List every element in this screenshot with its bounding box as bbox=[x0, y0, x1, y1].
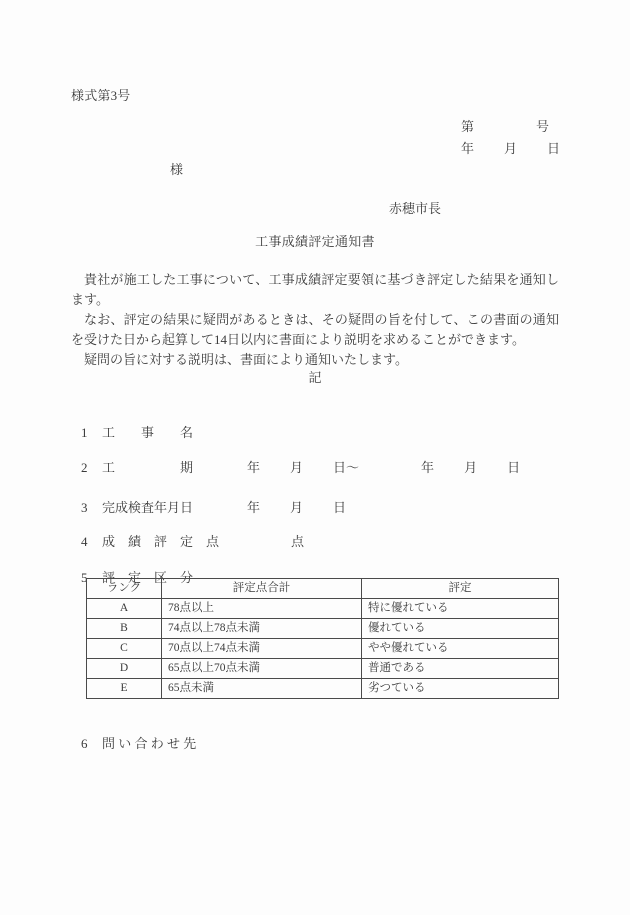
body-paragraph-3: 疑問の旨に対する説明は、書面により通知いたします。 bbox=[84, 352, 408, 367]
header-rank: ランク bbox=[87, 579, 162, 599]
table-row bbox=[87, 679, 559, 699]
document-date-month: 月 bbox=[504, 141, 518, 156]
document-date-line bbox=[448, 122, 560, 173]
item-3-month: 月 bbox=[290, 500, 304, 515]
cell-score: 78点以上 bbox=[162, 599, 362, 619]
document-date-year: 年 bbox=[461, 141, 475, 156]
item-3-number: 3 bbox=[81, 500, 88, 515]
notation-mark: 記 bbox=[308, 370, 322, 385]
cell-rank: B bbox=[87, 619, 162, 639]
cell-evaluation: 特に優れている bbox=[362, 599, 559, 619]
cell-rank: D bbox=[87, 659, 162, 679]
item-4-unit: 点 bbox=[291, 534, 305, 549]
cell-rank: A bbox=[87, 599, 162, 619]
document-number-prefix: 第 bbox=[461, 119, 475, 134]
item-3-day: 日 bbox=[333, 500, 347, 515]
header-evaluation: 評定 bbox=[362, 579, 559, 599]
document-date-day: 日 bbox=[547, 141, 561, 156]
item-2-label: 工 期 bbox=[102, 460, 194, 475]
cell-score: 65点以上70点未満 bbox=[162, 659, 362, 679]
addressee-line: 様 bbox=[170, 162, 184, 177]
body-paragraph-2: なお、評定の結果に疑問があるときは、その疑問の旨を付して、この書面の通知を受けた日から起算して14日以内に書面により説明を求めることができます。 bbox=[71, 312, 559, 347]
table-row bbox=[87, 639, 559, 659]
item-6-number: 6 bbox=[81, 736, 88, 751]
cell-score: 65点未満 bbox=[162, 679, 362, 699]
item-2-end-month: 月 bbox=[464, 460, 478, 475]
issuer-line: 赤穂市長 bbox=[389, 201, 442, 216]
item-3-year: 年 bbox=[247, 500, 261, 515]
item-3-label: 完成検査年月日 bbox=[102, 500, 194, 515]
table-row bbox=[87, 619, 559, 639]
cell-score: 70点以上74点未満 bbox=[162, 639, 362, 659]
item-1-number: 1 bbox=[81, 425, 88, 440]
item-1-label: 工 事 名 bbox=[102, 425, 194, 440]
document-title: 工事成績評定通知書 bbox=[255, 234, 375, 249]
cell-evaluation: 普通である bbox=[362, 659, 559, 679]
cell-rank: C bbox=[87, 639, 162, 659]
item-5-number: 5 bbox=[81, 570, 88, 585]
header-score-total: 評定点合計 bbox=[162, 579, 362, 599]
item-2-start-month: 月 bbox=[290, 460, 304, 475]
body-text bbox=[71, 270, 559, 370]
table-header-row bbox=[87, 579, 559, 599]
table-row bbox=[87, 599, 559, 619]
item-5-label: 評 定 区 分 bbox=[102, 570, 194, 585]
cell-evaluation: 劣つている bbox=[362, 679, 559, 699]
table-row bbox=[87, 659, 559, 679]
item-2-number: 2 bbox=[81, 460, 88, 475]
item-contact-information bbox=[68, 717, 196, 768]
item-6-label: 問 い 合 わ せ 先 bbox=[102, 736, 197, 751]
cell-rank: E bbox=[87, 679, 162, 699]
cell-evaluation: やや優れている bbox=[362, 639, 559, 659]
item-4-label: 成 績 評 定 点 bbox=[102, 534, 220, 549]
document-number-suffix: 号 bbox=[536, 119, 550, 134]
evaluation-rank-table bbox=[86, 578, 559, 699]
item-4-number: 4 bbox=[81, 534, 88, 549]
item-2-start-day: 日～ bbox=[333, 460, 360, 475]
item-2-end-day: 日 bbox=[507, 460, 521, 475]
cell-score: 74点以上78点未満 bbox=[162, 619, 362, 639]
item-2-end-year: 年 bbox=[421, 460, 435, 475]
cell-evaluation: 優れている bbox=[362, 619, 559, 639]
item-2-start-year: 年 bbox=[247, 460, 261, 475]
body-paragraph-1: 貴社が施工した工事について、工事成績評定要領に基づき評定した結果を通知します。 bbox=[71, 272, 559, 307]
form-number: 様式第3号 bbox=[71, 88, 131, 103]
